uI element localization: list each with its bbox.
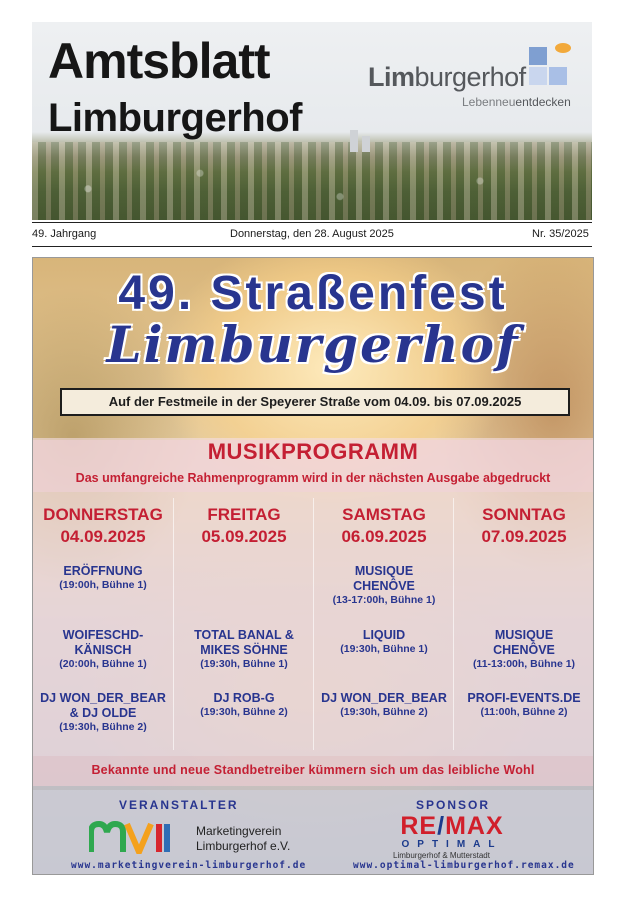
volume-label: 49. Jahrgang	[32, 228, 97, 240]
day-date: 07.09.2025	[481, 527, 567, 546]
newspaper-title: Amtsblatt	[48, 33, 270, 89]
masthead-banner	[32, 22, 592, 220]
day-name: FREITAG	[207, 505, 281, 524]
event-name-line2: KÄNISCH	[74, 643, 132, 657]
event-time: (11:00h, Bühne 2)	[480, 706, 568, 718]
day-date: 05.09.2025	[201, 527, 287, 546]
municipality-logo-tagline: Lebenneuentdecken	[462, 95, 571, 109]
bottom-rule	[32, 246, 592, 247]
program-subheading: Das umfangreiche Rahmenprogramm wird in der nächsten Ausgabe abgedruckt	[75, 471, 551, 485]
event-time: (11-13:00h, Bühne 1)	[472, 658, 576, 670]
event-time: (19:30h, Bühne 2)	[340, 706, 428, 718]
building-shape	[362, 136, 370, 152]
event-item	[33, 691, 173, 734]
poster-title: 49. Straßenfest	[118, 267, 508, 320]
event-name-line2: CHENÔVE	[493, 643, 555, 657]
event-time: (20:00h, Bühne 1)	[59, 658, 147, 670]
event-time: (19:30h, Bühne 2)	[59, 721, 147, 733]
organizer-name-line2: Limburgerhof e.V.	[196, 839, 291, 853]
top-rule	[32, 222, 592, 223]
event-name: ERÖFFNUNG	[63, 564, 143, 578]
remax-subbrand: OPTIMAL	[401, 839, 503, 850]
event-time: (13-17:00h, Bühne 1)	[332, 594, 436, 606]
building-shape	[350, 130, 358, 152]
day-date: 04.09.2025	[60, 527, 146, 546]
issue-date: Donnerstag, den 28. August 2025	[230, 228, 394, 240]
day-column-thursday	[33, 498, 173, 750]
event-time: (19:30h, Bühne 2)	[200, 706, 288, 718]
event-item	[174, 691, 314, 719]
remax-location: Limburgerhof & Mutterstadt	[393, 851, 490, 860]
event-name: DJ WON_DER_BEAR	[321, 691, 447, 705]
organizer-url[interactable]: www.marketingverein-limburgerhof.de	[71, 860, 307, 871]
event-name: MUSIQUE	[494, 628, 554, 642]
event-item	[454, 628, 594, 671]
event-item	[33, 564, 173, 592]
event-time: (19:30h, Bühne 1)	[340, 643, 428, 655]
day-column-saturday	[313, 498, 454, 750]
day-date: 06.09.2025	[341, 527, 427, 546]
sponsor-url[interactable]: www.optimal-limburgerhof.remax.de	[353, 860, 575, 871]
event-item	[314, 628, 454, 656]
event-name-line2: & DJ OLDE	[69, 706, 137, 720]
event-name: MUSIQUE	[354, 564, 414, 578]
festival-location-banner: Auf der Festmeile in der Speyerer Straße vom 04.09. bis 07.09.2025	[60, 388, 570, 416]
event-item	[314, 691, 454, 719]
day-column-friday	[173, 498, 314, 750]
event-name: WOIFESCHD-	[62, 628, 144, 642]
event-name: PROFI-EVENTS.DE	[467, 691, 581, 705]
event-item	[33, 628, 173, 671]
food-vendors-note: Bekannte und neue Standbetreiber kümmern sich um das leibliche Wohl	[91, 763, 535, 777]
event-name: DJ ROB-G	[213, 691, 275, 705]
remax-logo: RE/MAX	[400, 812, 504, 840]
day-name: SONNTAG	[482, 505, 566, 524]
newspaper-subtitle: Limburgerhof	[48, 96, 302, 140]
day-name: DONNERSTAG	[43, 505, 163, 524]
program-heading: MUSIKPROGRAMM	[207, 439, 419, 464]
event-name-line2: MIKES SÖHNE	[200, 643, 288, 657]
event-time: (19:30h, Bühne 1)	[200, 658, 288, 670]
sponsor-label: SPONSOR	[416, 798, 491, 812]
municipality-logo-text: Limburgerhof	[368, 62, 526, 92]
organizer-name-line1: Marketingverein	[196, 824, 282, 838]
marketingverein-logo-icon	[89, 820, 181, 854]
event-name: DJ WON_DER_BEAR	[40, 691, 166, 705]
organizer-name	[196, 824, 290, 854]
organizer-label: VERANSTALTER	[119, 798, 239, 812]
day-column-sunday	[453, 498, 594, 750]
event-item	[454, 691, 594, 719]
day-name: SAMSTAG	[342, 505, 426, 524]
event-name: TOTAL BANAL &	[194, 628, 294, 642]
festival-poster	[32, 257, 594, 875]
event-time: (19:00h, Bühne 1)	[59, 579, 147, 591]
town-panorama	[32, 142, 592, 220]
issue-number: Nr. 35/2025	[532, 228, 589, 240]
event-item	[314, 564, 454, 607]
event-name-line2: CHENÔVE	[353, 579, 415, 593]
event-name: LIQUID	[362, 628, 406, 642]
event-item	[174, 628, 314, 671]
poster-title-script: Limburgerhof	[106, 315, 520, 374]
municipality-logo-icon	[529, 47, 573, 91]
